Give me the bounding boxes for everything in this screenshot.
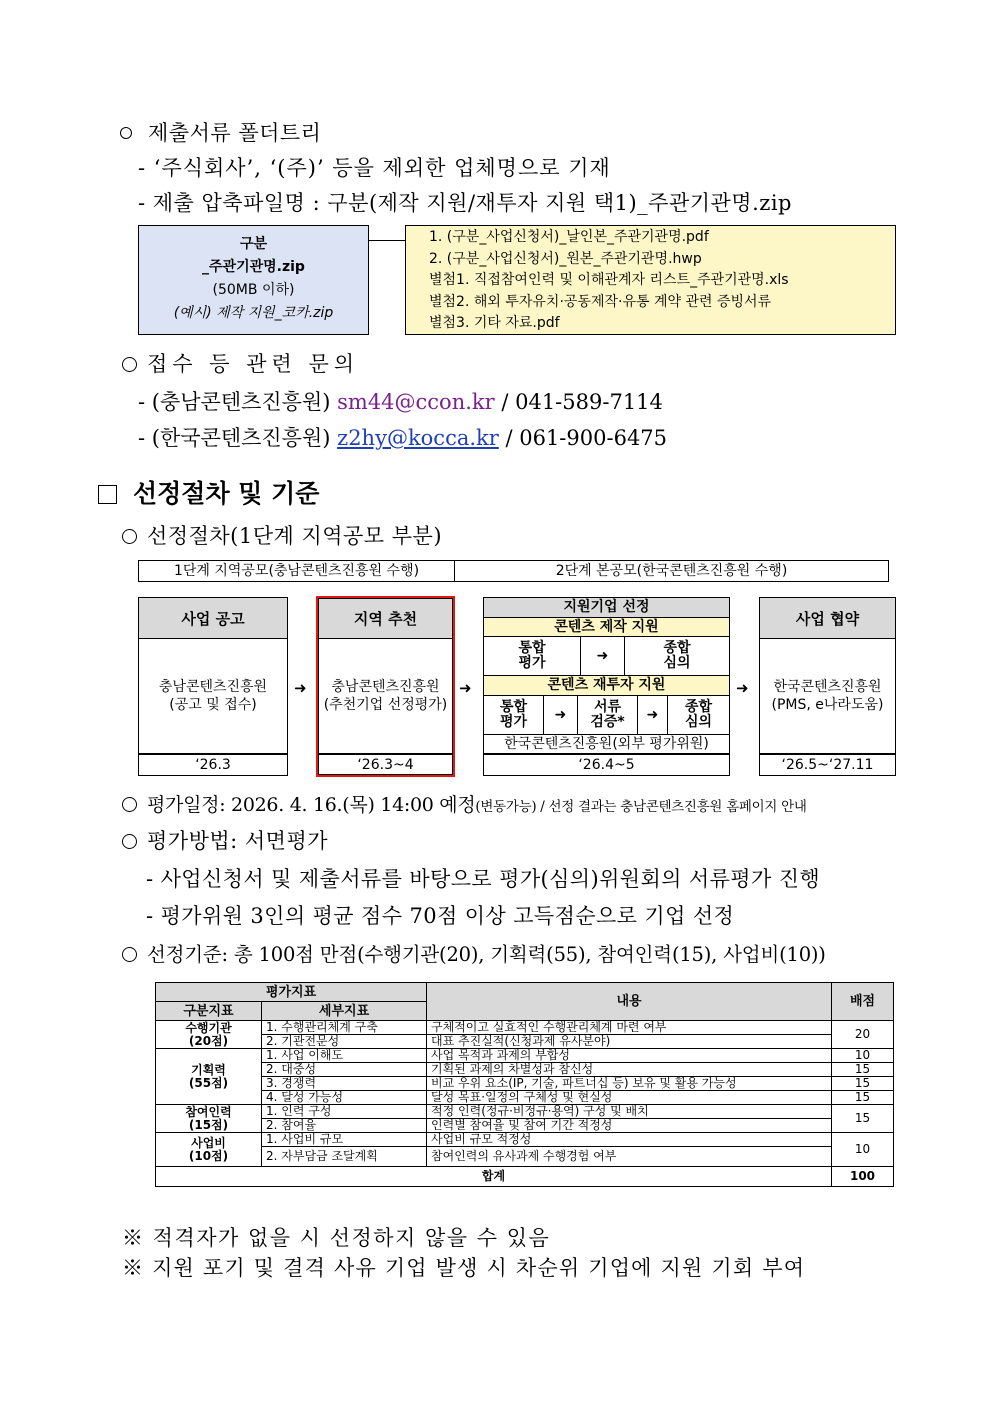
stage-2-label: 2단계 본공모(한국콘텐츠진흥원 수행) bbox=[555, 563, 788, 579]
table-row: 수행기관 (20점) 1. 수행관리체계 구축 구체적이고 실효적인 수행관리체계 마련 여부 20 bbox=[156, 1021, 894, 1035]
process-date: ‘26.4~5 bbox=[483, 754, 730, 776]
process-date: ‘26.3~4 bbox=[318, 754, 453, 775]
circle-bullet-icon bbox=[122, 947, 137, 962]
procedure-title: 선정절차(1단계 지역공모 부분) bbox=[122, 520, 442, 550]
arrow-right-icon: ➜ bbox=[294, 679, 307, 697]
table-row: 4. 달성 가능성 달성 목표·일정의 구체성 및 현실성 15 bbox=[156, 1091, 894, 1105]
process-body: 충남콘텐츠진흥원 (추천기업 선정평가) bbox=[323, 678, 448, 713]
folder-tree-title: 제출서류 폴더트리 bbox=[120, 117, 321, 147]
stage-bar bbox=[138, 560, 889, 582]
note-next-ranked: ※ 지원 포기 및 결격 사유 기업 발생 시 차순위 기업에 지원 기회 부여 bbox=[122, 1256, 806, 1280]
circle-bullet-icon bbox=[122, 357, 137, 372]
table-row: 2. 참여율 인력별 참여율 및 참여 기간 적정성 bbox=[156, 1119, 894, 1133]
table-row: 사업비 (10점) 1. 사업비 규모 사업비 규모 적정성 10 bbox=[156, 1133, 894, 1147]
folder-bullet-company-name: - ‘주식회사’, ‘(주)’ 등을 제외한 업체명으로 기재 bbox=[138, 156, 611, 180]
reinvest-integrated-eval: 통합 평가 bbox=[483, 695, 544, 735]
folder-connector bbox=[369, 240, 406, 241]
file-item: 별첨3. 기타 자료.pdf bbox=[429, 315, 560, 331]
header-detail: 세부지표 bbox=[262, 1002, 427, 1021]
circle-bullet-icon bbox=[122, 529, 137, 544]
process-head: 지역 추천 bbox=[319, 599, 452, 639]
prod-support-label: 콘텐츠 제작 지원 bbox=[483, 617, 730, 637]
contact-ccon: - (충남콘텐츠진흥원) sm44@ccon.kr / 041-589-7114 bbox=[138, 390, 663, 414]
zip-folder-box bbox=[138, 225, 369, 335]
header-category: 구분지표 bbox=[156, 1002, 262, 1021]
reinvest-doc-verify: 서류 검증* bbox=[577, 695, 638, 735]
arrow-right-icon: ➜ bbox=[543, 695, 578, 735]
process-date: ‘26.3 bbox=[138, 754, 288, 776]
support-select-footer: 한국콘텐츠진흥원(외부 평가위원) bbox=[483, 734, 730, 754]
zip-label-1: 구분 bbox=[239, 236, 268, 252]
process-body: 한국콘텐츠진흥원 (PMS, e나라도움) bbox=[771, 678, 884, 713]
file-item: 별첨2. 해외 투자유치·공동제작·유통 계약 관련 증빙서류 bbox=[429, 293, 772, 310]
evaluation-table bbox=[155, 982, 894, 1187]
zip-label-2: _주관기관명.zip bbox=[202, 259, 305, 275]
eval-method: 평가방법: 서면평가 bbox=[122, 825, 328, 855]
table-total-row: 합계 100 bbox=[156, 1167, 894, 1187]
circle-bullet-icon bbox=[122, 834, 137, 849]
process-box-agreement bbox=[759, 597, 896, 754]
category-cell: 사업비 (10점) bbox=[156, 1133, 262, 1167]
kocca-email-link[interactable]: z2hy@kocca.kr bbox=[337, 426, 499, 450]
arrow-right-icon: ➜ bbox=[459, 679, 472, 697]
stage-1-label: 1단계 지역공모(충남콘텐츠진흥원 수행) bbox=[139, 561, 455, 581]
contact-title: 접수 등 관련 문의 bbox=[122, 348, 359, 378]
table-row: 3. 경쟁력 비교 우위 요소(IP, 기술, 파트너십 등) 보유 및 활용 가능성 15 bbox=[156, 1077, 894, 1091]
file-item: 1. (구분_사업신청서)_날인본_주관기관명.pdf bbox=[429, 229, 709, 245]
header-eval-index: 평가지표 bbox=[156, 983, 427, 1002]
table-row: 2. 자부담금 조달계획 참여인력의 유사과제 수행경험 여부 bbox=[156, 1147, 894, 1167]
ccon-email-link[interactable]: sm44@ccon.kr bbox=[337, 390, 495, 414]
zip-size-limit: (50MB 이하) bbox=[212, 282, 295, 298]
header-content: 내용 bbox=[427, 983, 832, 1021]
arrow-right-icon: ➜ bbox=[736, 679, 749, 697]
category-cell: 기획력 (55점) bbox=[156, 1049, 262, 1105]
table-row: 참여인력 (15점) 1. 인력 구성 적정 인력(정규·비정규·용역) 구성 및 배치 15 bbox=[156, 1105, 894, 1119]
arrow-right-icon: ➜ bbox=[637, 695, 668, 735]
zip-example: (예시) 제작 지원_코카.zip bbox=[173, 305, 334, 321]
ring-bullet-icon bbox=[120, 127, 132, 139]
support-select-head: 지원기업 선정 bbox=[483, 597, 730, 618]
eval-method-bullet-2: - 평가위원 3인의 평균 점수 70점 이상 고득점순으로 기업 선정 bbox=[146, 904, 735, 928]
reinvest-final-review: 종합 심의 bbox=[667, 695, 730, 735]
folder-bullet-zip-name: - 제출 압축파일명 : 구분(제작 지원/재투자 지원 택1)_주관기관명.zip bbox=[138, 191, 792, 215]
reinvest-support-label: 콘텐츠 재투자 지원 bbox=[483, 675, 730, 696]
process-body: 충남콘텐츠진흥원 (공고 및 접수) bbox=[158, 678, 268, 713]
highlight-frame bbox=[316, 596, 455, 777]
prod-final-review: 종합 심의 bbox=[624, 636, 730, 676]
table-row: 2. 대중성 기획된 과제의 차별성과 참신성 15 bbox=[156, 1063, 894, 1077]
note-no-qualified: ※ 적격자가 없을 시 선정하지 않을 수 있음 bbox=[122, 1226, 551, 1250]
file-item: 2. (구분_사업신청서)_원본_주관기관명.hwp bbox=[429, 250, 702, 267]
table-row: 기획력 (55점) 1. 사업 이해도 사업 목적과 과제의 부합성 10 bbox=[156, 1049, 894, 1063]
contact-kocca: - (한국콘텐츠진흥원) z2hy@kocca.kr / 061-900-6475 bbox=[138, 426, 668, 450]
file-item: 별첨1. 직접참여인력 및 이해관계자 리스트_주관기관명.xls bbox=[429, 272, 789, 288]
eval-schedule: 평가일정: 2026. 4. 16.(목) 14:00 예정(변동가능) / 선정 결과는 충남콘텐츠진흥원 홈페이지 안내 bbox=[122, 790, 807, 817]
header-score: 배점 bbox=[832, 983, 894, 1021]
eval-method-bullet-1: - 사업신청서 및 제출서류를 바탕으로 평가(심의)위원회의 서류평가 진행 bbox=[146, 867, 821, 891]
circle-bullet-icon bbox=[122, 797, 137, 812]
table-row: 2. 기관전문성 대표 추진실적(신청과제 유사분야) bbox=[156, 1035, 894, 1049]
square-bullet-icon bbox=[98, 485, 117, 504]
process-date: ‘26.5~‘27.11 bbox=[759, 754, 896, 776]
file-list-box bbox=[405, 225, 896, 335]
arrow-right-icon: ➜ bbox=[580, 636, 625, 676]
process-head: 사업 협약 bbox=[760, 598, 895, 639]
category-cell: 수행기관 (20점) bbox=[156, 1021, 262, 1049]
prod-integrated-eval: 통합 평가 bbox=[483, 636, 581, 676]
selection-criteria: 선정기준: 총 100점 만점(수행기관(20), 기획력(55), 참여인력(15), 사업비(10)) bbox=[122, 939, 826, 967]
process-head: 사업 공고 bbox=[139, 598, 287, 639]
selection-heading: 선정절차 및 기준 bbox=[98, 474, 319, 510]
process-box-announce bbox=[138, 597, 288, 754]
category-cell: 참여인력 (15점) bbox=[156, 1105, 262, 1133]
